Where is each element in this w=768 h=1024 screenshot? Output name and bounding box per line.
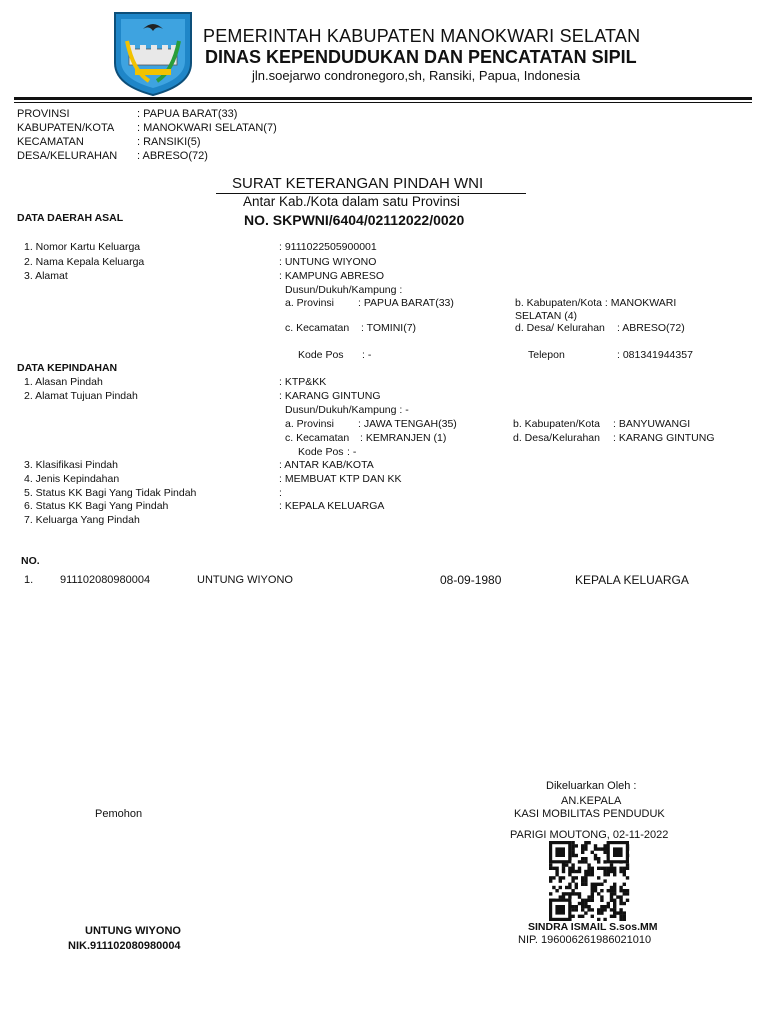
pindah-kabkota-label: b. Kabupaten/Kota bbox=[513, 418, 600, 430]
asal-kecamatan-label: c. Kecamatan bbox=[285, 322, 350, 334]
regency-emblem-icon bbox=[113, 11, 193, 97]
asal-kabkota-line1: b. Kabupaten/Kota : MANOKWARI bbox=[515, 297, 677, 309]
asal-desa-value: : ABRESO(72) bbox=[617, 322, 685, 334]
pindah-tujuan-value: : KARANG GINTUNG bbox=[279, 390, 381, 402]
pindah-provinsi-value: : JAWA TENGAH(35) bbox=[358, 418, 457, 430]
pindah-kodepos-label: Kode Pos bbox=[298, 446, 344, 458]
official-position: KASI MOBILITAS PENDUDUK bbox=[514, 808, 665, 820]
pindah-status-tidak-label: 5. Status KK Bagi Yang Tidak Pindah bbox=[24, 487, 197, 499]
asal-dusun: Dusun/Dukuh/Kampung : bbox=[285, 284, 403, 296]
asal-kabkota-line2: SELATAN (4) bbox=[515, 310, 578, 322]
pemohon-label: Pemohon bbox=[95, 808, 143, 820]
region-kabkota-value: : MANOKWARI SELATAN(7) bbox=[137, 122, 277, 134]
members-no-header: NO. bbox=[21, 555, 40, 567]
pindah-dusun: Dusun/Dukuh/Kampung : - bbox=[285, 404, 409, 416]
pemohon-name: UNTUNG WIYONO bbox=[85, 925, 181, 937]
pemohon-nik: NIK.911102080980004 bbox=[68, 940, 181, 952]
qr-code-icon bbox=[548, 841, 630, 921]
pindah-status-tidak-value: : bbox=[279, 487, 282, 499]
member-nik: 911102080980004 bbox=[60, 574, 151, 586]
official-name: SINDRA ISMAIL S.sos.MM bbox=[528, 921, 658, 933]
region-desa-label: DESA/KELURAHAN bbox=[17, 150, 118, 162]
pindah-klasifikasi-label: 3. Klasifikasi Pindah bbox=[24, 459, 118, 471]
asal-kodepos-label: Kode Pos bbox=[298, 349, 344, 361]
pindah-alasan-value: : KTP&KK bbox=[279, 376, 327, 388]
pindah-status-pindah-value: : KEPALA KELUARGA bbox=[279, 500, 385, 512]
header-rule-thin bbox=[14, 102, 752, 103]
government-name: PEMERINTAH KABUPATEN MANOKWARI SELATAN bbox=[203, 26, 641, 46]
asal-provinsi-label: a. Provinsi bbox=[285, 297, 335, 309]
issue-place-date: PARIGI MOUTONG, 02-11-2022 bbox=[510, 829, 669, 841]
region-provinsi-label: PROVINSI bbox=[17, 108, 70, 120]
document-number: NO. SKPWNI/6404/02112022/0020 bbox=[244, 212, 465, 228]
pindah-jenis-value: : MEMBUAT KTP DAN KK bbox=[279, 473, 402, 485]
official-nip: NIP. 196006261986021010 bbox=[518, 934, 652, 946]
asal-kodepos-value: : - bbox=[362, 349, 372, 361]
pindah-keluarga-label: 7. Keluarga Yang Pindah bbox=[24, 514, 140, 526]
department-name: DINAS KEPENDUDUKAN DAN PENCATATAN SIPIL bbox=[205, 47, 637, 67]
header-rule-thick bbox=[14, 97, 752, 100]
asal-kecamatan-value: : TOMINI(7) bbox=[361, 322, 417, 334]
asal-kepala-label: 2. Nama Kepala Keluarga bbox=[24, 256, 145, 268]
member-no: 1. bbox=[24, 574, 34, 586]
pindah-status-pindah-label: 6. Status KK Bagi Yang Pindah bbox=[24, 500, 169, 512]
pindah-kecamatan-label: c. Kecamatan bbox=[285, 432, 350, 444]
asal-kepala-value: : UNTUNG WIYONO bbox=[279, 256, 377, 268]
document-title: SURAT KETERANGAN PINDAH WNI bbox=[232, 175, 484, 192]
pindah-jenis-label: 4. Jenis Kepindahan bbox=[24, 473, 120, 485]
pindah-kecamatan-value: : KEMRANJEN (1) bbox=[360, 432, 447, 444]
pindah-desa-value: : KARANG GINTUNG bbox=[613, 432, 715, 444]
asal-alamat-value: : KAMPUNG ABRESO bbox=[279, 270, 385, 282]
asal-telepon-label: Telepon bbox=[528, 349, 565, 361]
an-kepala-label: AN.KEPALA bbox=[561, 795, 622, 807]
member-dob: 08-09-1980 bbox=[440, 573, 502, 587]
pindah-alasan-label: 1. Alasan Pindah bbox=[24, 376, 103, 388]
office-address: jln.soejarwo condronegoro,sh, Ransiki, Papua, Indonesia bbox=[252, 68, 581, 83]
document-subtitle: Antar Kab./Kota dalam satu Provinsi bbox=[243, 194, 460, 209]
issued-by-label: Dikeluarkan Oleh : bbox=[546, 780, 637, 792]
asal-kk-label: 1. Nomor Kartu Keluarga bbox=[24, 241, 141, 253]
member-relation: KEPALA KELUARGA bbox=[575, 573, 689, 587]
region-kecamatan-value: : RANSIKI(5) bbox=[137, 136, 201, 148]
region-desa-value: : ABRESO(72) bbox=[137, 150, 208, 162]
member-name: UNTUNG WIYONO bbox=[197, 574, 293, 586]
section-heading-asal: DATA DAERAH ASAL bbox=[17, 212, 124, 224]
pindah-kodepos-value: : - bbox=[347, 446, 357, 458]
asal-alamat-label: 3. Alamat bbox=[24, 270, 68, 282]
region-provinsi-value: : PAPUA BARAT(33) bbox=[137, 108, 238, 120]
pindah-provinsi-label: a. Provinsi bbox=[285, 418, 335, 430]
region-kecamatan-label: KECAMATAN bbox=[17, 136, 84, 148]
asal-provinsi-value: : PAPUA BARAT(33) bbox=[358, 297, 454, 309]
section-heading-kepindahan: DATA KEPINDAHAN bbox=[17, 362, 118, 374]
pindah-kabkota-value: : BANYUWANGI bbox=[613, 418, 691, 430]
pindah-tujuan-label: 2. Alamat Tujuan Pindah bbox=[24, 390, 138, 402]
asal-desa-label: d. Desa/ Kelurahan bbox=[515, 322, 605, 334]
asal-kk-value: : 9111022505900001 bbox=[279, 241, 377, 253]
pindah-klasifikasi-value: : ANTAR KAB/KOTA bbox=[279, 459, 374, 471]
region-kabkota-label: KABUPATEN/KOTA bbox=[17, 122, 115, 134]
asal-telepon-value: : 081341944357 bbox=[617, 349, 693, 361]
pindah-desa-label: d. Desa/Kelurahan bbox=[513, 432, 600, 444]
